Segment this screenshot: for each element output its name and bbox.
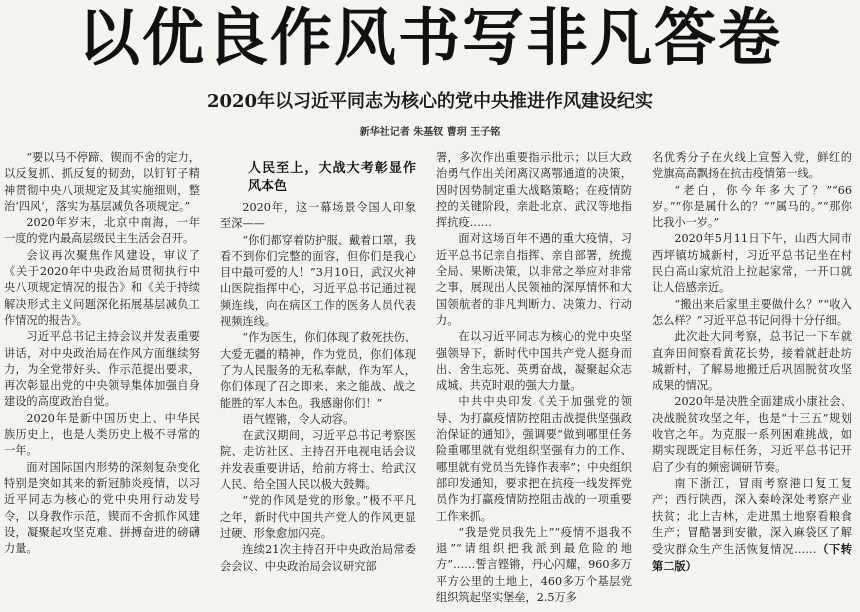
paragraph: “党的作风是党的形象。”极不平凡之年，新时代中国共产党人的作风更显过硬、形象愈加闪亮。 [220,494,416,540]
paragraph: 中共中央印发《关于加强党的领导、为打赢疫情防控阻击战提供坚强政治保证的通知》，强调要“做到哪里任务险重哪里就有党组织坚强有力的工作、哪里就有党员当先锋作表率”；中央组织部印发通知，要求把在抗疫一线发挥党员作为打赢疫情防控阻击战的一项重要工作来抓。 [436,395,632,523]
subheadline: 2020年以习近平同志为核心的党中央推进作风建设纪实 [206,91,654,112]
paragraph: 在武汉期间，习近平总书记考察医院、走访社区、主持召开电视电话会议并发表重要讲话，给前方将士、给武汉人民、给全国人民以极大鼓舞。 [220,429,416,492]
paragraph: 面对国际国内形势的深刻复杂变化特别是突如其来的新冠肺炎疫情，以习近平同志为核心的党中央用行动发号令，以身教作示范，锲而不舍抓作风建设，凝聚起攻坚克难、拼搏奋进的磅礴力量。 [4,460,200,556]
paragraph: 2020年是新中国历史上、中华民族历史上，也是人类历史上极不寻常的一年。 [4,411,200,458]
paragraph-with-continuation [652,476,852,576]
paragraph: 此次赴大同考察，总书记一下车就直奔田间察看黄花长势，接着就赶赴坊城新村，了解易地搬迁后巩固脱贫攻坚成果的情况。 [652,330,852,393]
paragraph: “作为医生，你们体现了救死扶伤、大爱无疆的精神，作为党员，你们体现了为人民服务的无私奉献，作为军人，你们体现了召之即来、来之能战、战之能胜的军人本色。我感谢你们！” [220,331,416,410]
section-title: 人民至上，大战大考彰显作风本色 [248,161,416,194]
paragraph: 连续21次主持召开中央政治局常委会会议、中央政治局会议研究部 [220,543,416,573]
article-column-4 [652,150,852,612]
article-column-2 [220,150,416,612]
paragraph-text: 南下浙江，冒雨考察港口复工复产；西行陕西，深入秦岭深处考察产业扶贫；北上吉林，走进黑土地察看粮食生产；冒酷暑到安徽，深入麻袋区了解受灾群众生产生活恢复情况…… [652,476,852,557]
paragraph-continued: 署，多次作出重要指示批示；以巨大政治勇气作出关闭离汉离鄂通道的决策，因时因势制定重大战略策略；在疫情防控的关键阶段，亲赴北京、武汉等地指挥抗疫…… [436,151,632,230]
article-column-1 [4,150,200,612]
paragraph: 2020年5月11日下午，山西大同市西坪镇坊城新村，习近平总书记坐在村民白高山家炕沿上拉起家常，一开口就让人倍感亲近。 [652,232,852,295]
paragraph: 语气铿锵，令人动容。 [242,412,355,426]
paragraph-continued: 名优秀分子在火线上宣誓入党，鲜红的党旗高高飘扬在抗击疫情第一线。 [652,151,852,181]
paragraph: 习近平总书记主持会议并发表重要讲话，对中央政治局在作风方面继续努力，为全党带好头、作示范提出要求，再次彰显出党的中央领导集体加强自身建设的高度政治自觉。 [4,330,200,409]
paragraph: 2020年是决胜全面建成小康社会、决战脱贫攻坚之年，也是“十三五”规划收官之年。为克服一系列困难挑战，如期实现既定目标任务，习近平总书记开启了少有的频密调研节奏。 [652,395,852,474]
paragraph: 2020年，这一幕场景令国人印象至深—— [220,201,416,231]
paragraph: “你们都穿着防护服、戴着口罩，我看不到你们完整的面容，但你们是我心目中最可爱的人！”3月10日，武汉火神山医院指挥中心，习近平总书记通过视频连线，向在病区工作的医务人员代表视频连线。 [220,233,416,329]
paragraph: “搬出来后家里主要做什么？”“收入怎么样？”习近平总书记问得十分仔细。 [652,297,852,327]
paragraph: “我是党员我先上”“疫情不退我不退”“请组织把我派到最危险的地方”……誓言铿锵，丹心闪耀，960多万平方公里的土地上，460多万个基层党组织筑起坚实堡垒，2.5万多 [436,525,632,605]
paragraph: “要以马不停蹄、锲而不舍的定力，以反复抓、抓反复的韧劲，以钉钉子精神贯彻中央八项规定及其实施细则，整治‘四风’，落实为基层减负各项规定。” [4,151,200,213]
paragraph: 面对这场百年不遇的重大疫情，习近平总书记亲自指挥、亲自部署，统揽全局、果断决策，以非常之举应对非常之事，展现出人民领袖的深厚情怀和大国领航者的非凡判断力、决策力、行动力。 [436,232,632,327]
continued-on-page-note[interactable]: （下转第二版） [652,542,852,574]
paragraph: 在以习近平同志为核心的党中央坚强领导下，新时代中国共产党人挺身而出、舍生忘死、英勇奋战，凝聚起众志成城、共克时艰的强大力量。 [436,330,632,393]
paragraph: 会议再次聚焦作风建设，审议了《关于2020年中央政治局贯彻执行中央八项规定情况的报告》和《关于持续解决形式主义问题深化拓展基层减负工作情况的报告》。 [4,248,200,327]
byline: 新华社记者 朱基钗 曹玥 王子铭 [359,127,501,138]
paragraph: 2020年岁末，北京中南海，一年一度的党内最高层级民主生活会召开。 [4,216,200,246]
headline: 以优良作风书写非凡答卷 [77,1,782,74]
paragraph: “老白，你今年多大了？”“66岁。”“你是属什么的？”“属马的。”“那你比我小一岁。” [652,183,852,230]
article-column-3 [436,150,632,612]
